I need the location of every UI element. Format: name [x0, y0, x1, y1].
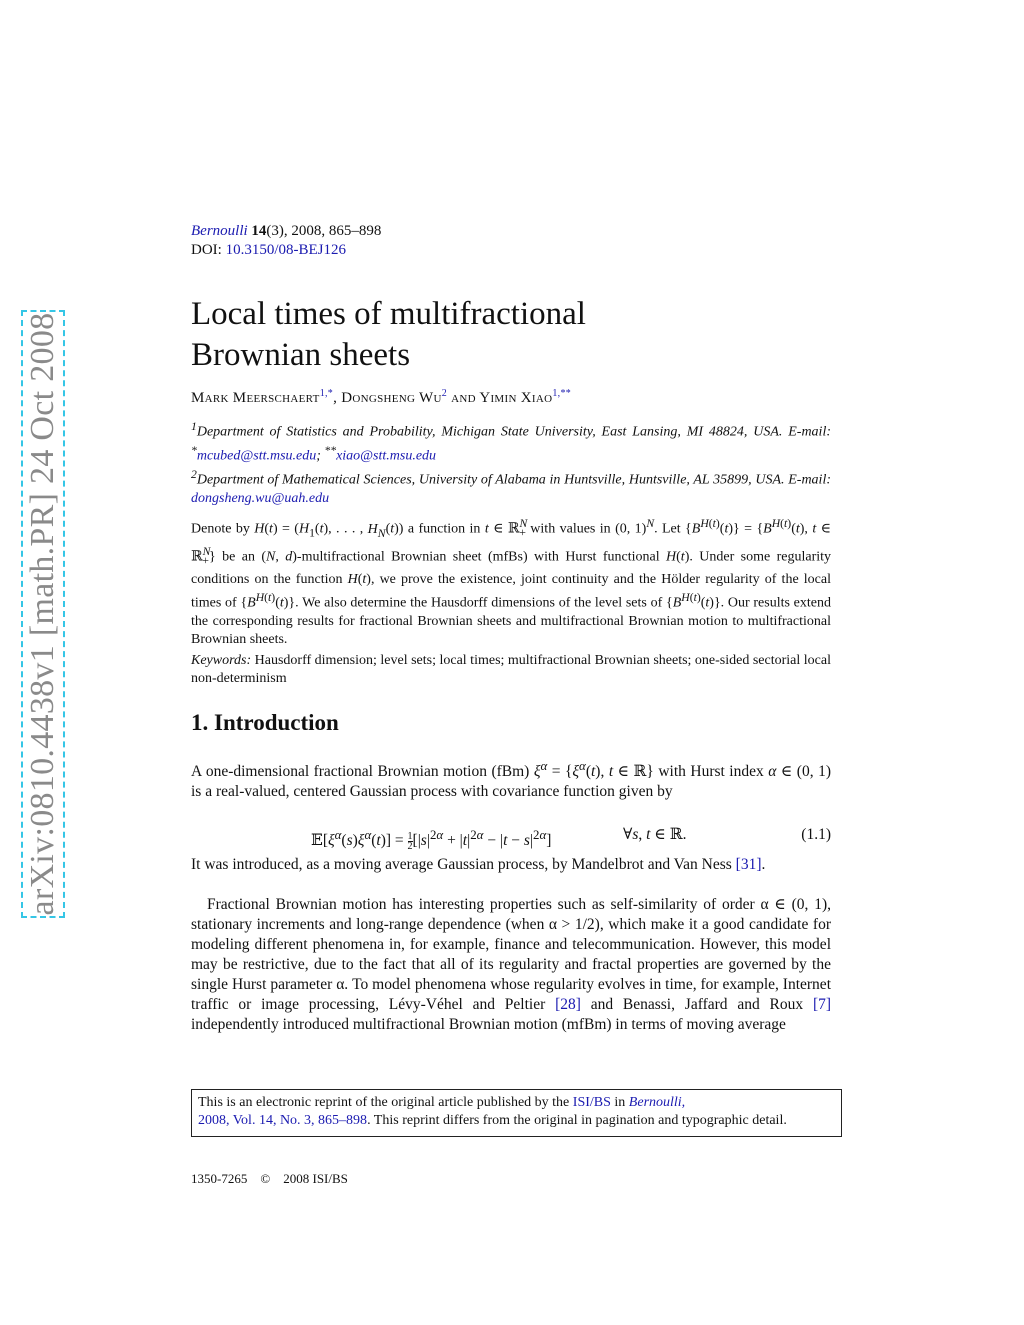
affiliation-2-text: Department of Mathematical Sciences, University of Alabama in Huntsville, Huntsville, AL 35899, USA. E-mail:: [196, 472, 831, 488]
reprint-text-b: . This reprint differs from the original in pagination and typographic detail.: [367, 1113, 787, 1129]
author-separator: ,: [333, 390, 342, 406]
affiliation-1: [191, 418, 831, 466]
journal-line: [191, 222, 831, 241]
section-heading-introduction: 1. Introduction: [191, 710, 339, 735]
email-1-mark: *: [191, 443, 197, 457]
paper-title: [191, 294, 831, 376]
journal-link[interactable]: Bernoulli: [191, 223, 248, 239]
reference-28-link[interactable]: [28]: [555, 996, 581, 1013]
intro-paragraph-2-text: It was introduced, as a moving average Gaussian process, by Mandelbrot and Van Ness: [191, 856, 736, 873]
title-line-1: Local times of multifractional: [191, 296, 586, 332]
equation-quantifier: ∀s, t ∈ ℝ.: [623, 826, 687, 843]
title-line-2: Brownian sheets: [191, 337, 411, 373]
bernoulli-link[interactable]: Bernoulli,: [628, 1095, 686, 1110]
issn: 1350-7265: [191, 1171, 248, 1186]
author-list: [191, 388, 831, 407]
copyright-text: 2008 ISI/BS: [283, 1171, 348, 1186]
intro-paragraph-3-text-c: independently introduced multifractional Brownian motion (mfBm) in terms of moving average: [191, 1016, 786, 1033]
affiliations: [191, 418, 831, 508]
affiliation-2-number: 2: [191, 467, 197, 481]
author-1-affil-mark[interactable]: 1,*: [319, 388, 334, 399]
intro-paragraph-3-text-a: Fractional Brownian motion has interesting properties such as self-similarity of order α ∈ (0, 1), stationary increments and long-range dependence (when α > 1/2), which make it a good candidate for modeling different phenomena in, for example, finance and telecommunication. However, this model may be restrictive, due to the fact that all of its regularity and fractal properties are governed by the single Hurst parameter α. To model phenomena whose regularity evolves in time, for example, Internet traffic or image processing, Lévy-Véhel and Peltier: [191, 896, 831, 1013]
copyright-symbol: ©: [260, 1171, 271, 1186]
author-2-affil-mark[interactable]: 2: [441, 388, 448, 399]
author-1: Mark Meerschaert: [191, 390, 320, 406]
journal-issue-pages: (3), 2008, 865–898: [266, 223, 382, 239]
doi-label: DOI:: [191, 242, 222, 258]
journal-citation: [191, 222, 831, 260]
email-1-link[interactable]: mcubed@stt.msu.edu: [196, 448, 317, 464]
keywords-label: Keywords:: [191, 653, 252, 668]
email-2-mark: **: [324, 443, 337, 457]
keywords-text: Hausdorff dimension; level sets; local times; multifractional Brownian sheets; one-sided sectorial local non-determinism: [191, 653, 831, 687]
journal-volume: 14: [251, 223, 267, 239]
email-3-link[interactable]: dongsheng.wu@uah.edu: [191, 490, 330, 506]
copyright-line: [191, 1171, 831, 1187]
affiliation-2: [191, 466, 831, 508]
equation-number: (1.1): [801, 826, 831, 843]
doi-line: [191, 241, 831, 260]
arxiv-identifier: arXiv:0810.4438v1 [math.PR] 24 Oct 2008: [24, 312, 61, 916]
intro-paragraph-1: A one-dimensional fractional Brownian motion (fBm) $\xi^\alpha = \{\xi^\alpha(t)$, t ∈ ℝ} with Hurst index α ∈ (0, 1) is a real-valued, centered Gaussian process with covariance function given by: [191, 758, 831, 801]
citation-link[interactable]: 2008, Vol. 14, No. 3, 865–898: [198, 1113, 368, 1129]
intro-paragraph-2: It was introduced, as a moving average Gaussian process, by Mandelbrot and Van Ness [31].: [191, 856, 766, 873]
author-3: Yimin Xiao: [479, 390, 553, 406]
reprint-in: in: [610, 1095, 629, 1110]
author-2: Dongsheng Wu: [341, 390, 442, 406]
arxiv-side-stamp: [21, 310, 65, 918]
intro-paragraph-3: [191, 895, 831, 1035]
equation-body: $𝔼[\xi^\alpha(s)\xi^\alpha(t)]$ = $\frac{1}{2}$ $[|s|^{2\alpha} + |t|^{2\alpha} - |t - s|^{2\alpha}]$: [311, 827, 552, 853]
affiliation-1-number: 1: [191, 420, 197, 433]
keywords: [191, 652, 831, 689]
author-3-affil-mark[interactable]: 1,**: [552, 388, 572, 399]
intro-paragraph-3-text-b: and Benassi, Jaffard and Roux: [580, 996, 813, 1013]
doi-link[interactable]: 10.3150/08-BEJ126: [225, 242, 346, 258]
reference-7-link[interactable]: [7]: [812, 996, 832, 1013]
isibs-link[interactable]: ISI/BS: [572, 1095, 611, 1110]
email-separator: ;: [316, 448, 325, 464]
reprint-notice-box: [191, 1089, 842, 1137]
reference-31-link[interactable]: [31]: [735, 856, 762, 873]
author-and: and: [447, 390, 480, 406]
email-2-link[interactable]: xiao@stt.msu.edu: [336, 448, 437, 464]
abstract: Denote by $H(t) = (H_1(t)$, . . . , $H_N(t)$) a function in t ∈ ℝ$^N_+$ with values in (0, 1)$^N$. Let $\{B^{H(t)}(t)\} = \{B^{H(t)}(t)$, t ∈ ℝ$^N_+$} be an (N, d)-multifractional Brownian sheet (mfBs) with Hurst functional H(t). Under some regularity conditions on the function H(t), we prove the existence, joint continuity and the Hölder regularity of the local times of $\{B^{H(t)}(t)\}$. We also determine the Hausdorff dimensions of the level sets of $\{B^{H(t)}(t)\}$. Our results extend the corresponding results for fractional Brownian sheets and multifractional Brownian motion to multifractional Brownian sheets.: [191, 517, 832, 648]
reprint-text-a: This is an electronic reprint of the original article published by the: [198, 1095, 573, 1110]
affiliation-1-text: Department of Statistics and Probability, Michigan State University, East Lansing, MI 48824, USA. E-mail:: [196, 424, 831, 440]
